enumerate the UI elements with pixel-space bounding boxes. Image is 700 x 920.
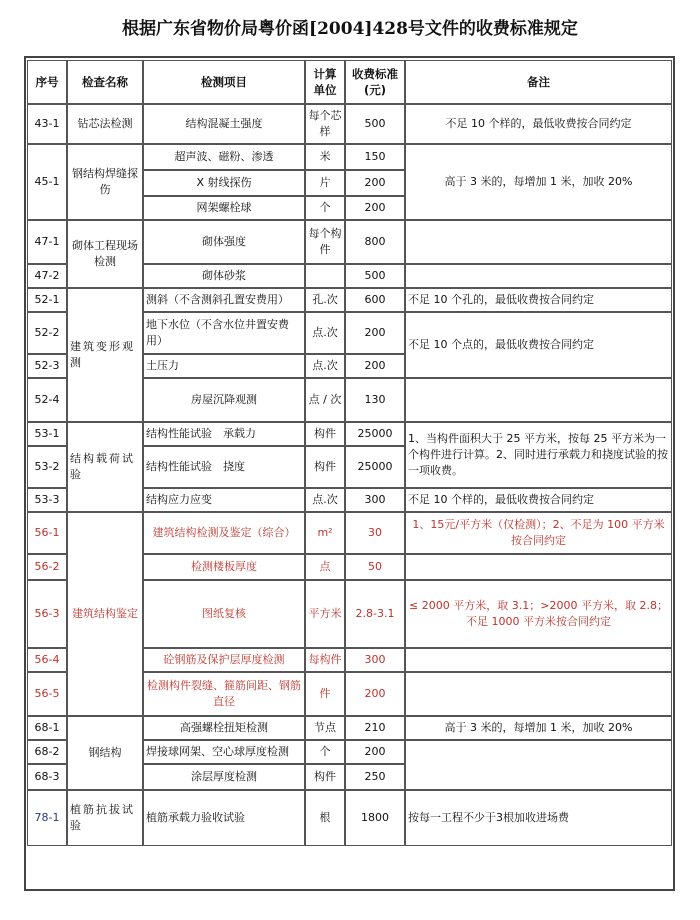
cell-unit: 根 xyxy=(305,790,345,846)
cell-fee: 200 xyxy=(345,196,405,220)
cell-item: 涂层厚度检测 xyxy=(143,764,305,790)
cell-no: 56-2 xyxy=(27,554,67,580)
cell-unit: 平方米 xyxy=(305,580,345,648)
cell-no: 47-1 xyxy=(27,220,67,264)
header-fee: 收费标准(元) xyxy=(345,60,405,104)
table-row xyxy=(27,144,672,170)
cell-item: 植筋承载力验收试验 xyxy=(143,790,305,846)
cell-fee: 150 xyxy=(345,144,405,170)
cell-note xyxy=(405,648,672,672)
cell-item: 网架螺栓球 xyxy=(143,196,305,220)
cell-no: 68-1 xyxy=(27,716,67,740)
cell-unit: 构件 xyxy=(305,422,345,446)
cell-unit: 米 xyxy=(305,144,345,170)
cell-unit: 每构件 xyxy=(305,648,345,672)
cell-no: 68-3 xyxy=(27,764,67,790)
cell-note xyxy=(405,220,672,264)
cell-item: 焊接球网架、空心球厚度检测 xyxy=(143,740,305,764)
cell-note: 不足 10 个样的，最低收费按合同约定 xyxy=(405,104,672,144)
cell-item: 测斜（不含测斜孔置安费用） xyxy=(143,288,305,312)
table-row xyxy=(27,220,672,264)
cell-note: 1、15元/平方米（仅检测）；2、不足为 100 平方米按合同约定 xyxy=(405,512,672,554)
cell-fee: 50 xyxy=(345,554,405,580)
cell-unit: 孔.次 xyxy=(305,288,345,312)
header-item: 检测项目 xyxy=(143,60,305,104)
cell-fee: 210 xyxy=(345,716,405,740)
cell-unit: 个 xyxy=(305,196,345,220)
cell-name: 钢结构焊缝探伤 xyxy=(67,144,143,220)
cell-no: 53-2 xyxy=(27,446,67,488)
cell-fee: 300 xyxy=(345,648,405,672)
cell-unit: 构件 xyxy=(305,764,345,790)
cell-fee: 250 xyxy=(345,764,405,790)
cell-fee: 600 xyxy=(345,288,405,312)
cell-name: 建筑结构鉴定 xyxy=(67,512,143,716)
cell-item: 检测构件裂缝、箍筋间距、钢筋直径 xyxy=(143,672,305,716)
cell-no: 56-4 xyxy=(27,648,67,672)
cell-name: 砌体工程现场检测 xyxy=(67,220,143,288)
cell-fee: 300 xyxy=(345,488,405,512)
cell-item: X 射线探伤 xyxy=(143,170,305,196)
cell-no: 78-1 xyxy=(27,790,67,846)
cell-item: 高强螺栓扭矩检测 xyxy=(143,716,305,740)
header-no: 序号 xyxy=(27,60,67,104)
cell-unit: 构件 xyxy=(305,446,345,488)
cell-item: 砼钢筋及保护层厚度检测 xyxy=(143,648,305,672)
header-row xyxy=(27,60,672,104)
fee-table xyxy=(27,60,672,846)
cell-note xyxy=(405,264,672,288)
cell-no: 56-5 xyxy=(27,672,67,716)
cell-name: 结构载荷试验 xyxy=(67,422,143,512)
cell-fee: 30 xyxy=(345,512,405,554)
cell-fee: 200 xyxy=(345,354,405,378)
cell-item: 图纸复核 xyxy=(143,580,305,648)
cell-fee: 1800 xyxy=(345,790,405,846)
cell-note xyxy=(405,378,672,422)
cell-unit: 点.次 xyxy=(305,354,345,378)
cell-no: 52-4 xyxy=(27,378,67,422)
cell-fee: 500 xyxy=(345,264,405,288)
cell-note: ≤ 2000 平方米，取 3.1；>2000 平方米，取 2.8；不足 1000 平方米按合同约定 xyxy=(405,580,672,648)
cell-fee: 500 xyxy=(345,104,405,144)
table-row xyxy=(27,790,672,846)
header-name: 检查名称 xyxy=(67,60,143,104)
cell-name: 钻芯法检测 xyxy=(67,104,143,144)
cell-no: 52-2 xyxy=(27,312,67,354)
cell-item: 检测楼板厚度 xyxy=(143,554,305,580)
cell-note: 高于 3 米的，每增加 1 米，加收 20% xyxy=(405,716,672,740)
cell-item: 超声波、磁粉、渗透 xyxy=(143,144,305,170)
cell-unit: 点.次 xyxy=(305,312,345,354)
cell-unit: 节点 xyxy=(305,716,345,740)
cell-note: 不足 10 个点的，最低收费按合同约定 xyxy=(405,312,672,378)
table-row xyxy=(27,104,672,144)
cell-no: 52-3 xyxy=(27,354,67,378)
cell-note: 1、当构件面积大于 25 平方米，按每 25 平方米为一个构件进行计算。2、同时进行承载力和挠度试验的按一项收费。 xyxy=(405,422,672,488)
cell-no: 56-3 xyxy=(27,580,67,648)
table-row xyxy=(27,288,672,312)
cell-fee: 25000 xyxy=(345,422,405,446)
cell-item: 砌体砂浆 xyxy=(143,264,305,288)
cell-unit: 每个构件 xyxy=(305,220,345,264)
cell-unit: 个 xyxy=(305,740,345,764)
cell-no: 68-2 xyxy=(27,740,67,764)
cell-item: 土压力 xyxy=(143,354,305,378)
document-title: 根据广东省物价局粤价函[2004]428号文件的收费标准规定 xyxy=(122,19,578,39)
cell-fee: 200 xyxy=(345,170,405,196)
cell-fee: 200 xyxy=(345,312,405,354)
cell-item: 结构性能试验 挠度 xyxy=(143,446,305,488)
cell-no: 47-2 xyxy=(27,264,67,288)
cell-item: 建筑结构检测及鉴定（综合） xyxy=(143,512,305,554)
cell-unit: m² xyxy=(305,512,345,554)
cell-item: 结构性能试验 承载力 xyxy=(143,422,305,446)
cell-no: 52-1 xyxy=(27,288,67,312)
cell-unit: 点 xyxy=(305,554,345,580)
cell-note xyxy=(405,740,672,790)
cell-item: 结构混凝土强度 xyxy=(143,104,305,144)
cell-note: 不足 10 个样的，最低收费按合同约定 xyxy=(405,488,672,512)
cell-note: 高于 3 米的，每增加 1 米，加收 20% xyxy=(405,144,672,220)
cell-fee: 25000 xyxy=(345,446,405,488)
cell-unit: 件 xyxy=(305,672,345,716)
table-row xyxy=(27,512,672,554)
cell-item: 结构应力应变 xyxy=(143,488,305,512)
cell-fee: 200 xyxy=(345,672,405,716)
cell-item: 地下水位（不含水位井置安费用） xyxy=(143,312,305,354)
table-row xyxy=(27,422,672,446)
cell-fee: 200 xyxy=(345,740,405,764)
cell-fee: 800 xyxy=(345,220,405,264)
cell-no: 43-1 xyxy=(27,104,67,144)
header-unit: 计算单位 xyxy=(305,60,345,104)
cell-no: 53-3 xyxy=(27,488,67,512)
cell-fee: 2.8-3.1 xyxy=(345,580,405,648)
cell-note: 不足 10 个孔的，最低收费按合同约定 xyxy=(405,288,672,312)
cell-note xyxy=(405,554,672,580)
cell-name: 植筋抗拔试验 xyxy=(67,790,143,846)
table-row xyxy=(27,716,672,740)
cell-note: 按每一工程不少于3根加收进场费 xyxy=(405,790,672,846)
cell-no: 53-1 xyxy=(27,422,67,446)
cell-unit: 点 / 次 xyxy=(305,378,345,422)
cell-unit xyxy=(305,264,345,288)
cell-unit: 每个芯样 xyxy=(305,104,345,144)
cell-item: 房屋沉降观测 xyxy=(143,378,305,422)
cell-no: 45-1 xyxy=(27,144,67,220)
cell-name: 建筑变形观测 xyxy=(67,288,143,422)
cell-name: 钢结构 xyxy=(67,716,143,790)
cell-unit: 片 xyxy=(305,170,345,196)
cell-no: 56-1 xyxy=(27,512,67,554)
cell-item: 砌体强度 xyxy=(143,220,305,264)
cell-unit: 点.次 xyxy=(305,488,345,512)
header-note: 备注 xyxy=(405,60,672,104)
cell-note xyxy=(405,672,672,716)
cell-fee: 130 xyxy=(345,378,405,422)
